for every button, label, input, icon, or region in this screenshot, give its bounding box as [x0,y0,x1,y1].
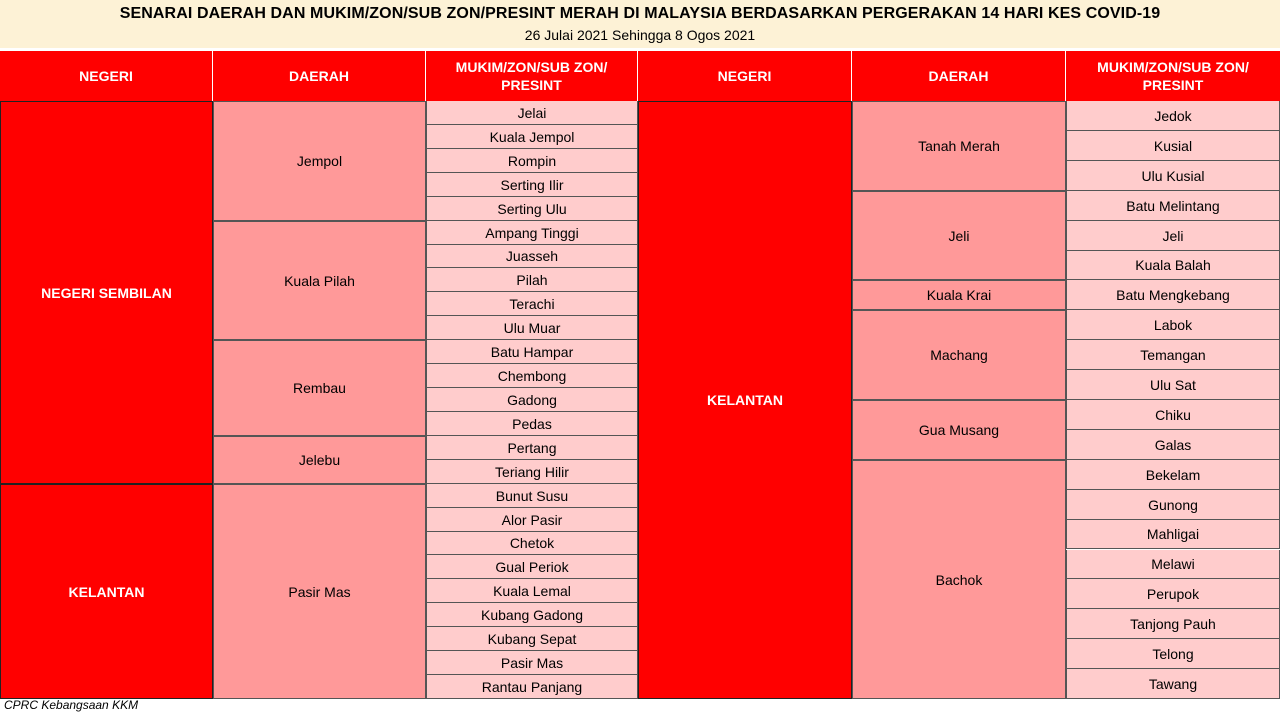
mukim-cell: Ulu Kusial [1066,161,1280,191]
title-bar [0,0,1280,48]
header-mukim-label-line2: PRESINT [501,77,562,93]
mukim-cell: Mahligai [1066,520,1280,549]
mukim-cell: Chembong [426,364,638,388]
mukim-cell: Tawang [1066,669,1280,699]
mukim-cell: Bunut Susu [426,484,638,508]
daerah-cell: Kuala Krai [852,280,1066,310]
negeri-cell: NEGERI SEMBILAN [0,101,213,484]
mukim-cell: Chetok [426,532,638,555]
mukim-cell: Jelai [426,101,638,125]
header-negeri-label: NEGERI [79,68,133,84]
mukim-cell: Pedas [426,412,638,436]
mukim-cell: Kubang Sepat [426,627,638,651]
daerah-cell: Rembau [213,340,426,436]
mukim-cell: Perupok [1066,579,1280,609]
mukim-cell: Jedok [1066,101,1280,131]
mukim-cell: Serting Ilir [426,173,638,197]
header-mukim-label-line1: MUKIM/ZON/SUB ZON/ [455,59,608,75]
header-mukim-right [1066,51,1280,101]
mukim-cell: Jeli [1066,221,1280,251]
mukim-cell: Kubang Gadong [426,603,638,627]
daerah-cell: Gua Musang [852,400,1066,460]
mukim-cell: Tanjong Pauh [1066,609,1280,639]
mukim-cell: Pertang [426,436,638,460]
mukim-cell: Rompin [426,149,638,173]
date-range: 26 Julai 2021 Sehingga 8 Ogos 2021 [524,27,756,43]
daerah-cell: Jelebu [213,436,426,484]
mukim-cell: Rantau Panjang [426,675,638,699]
mukim-cell: Pilah [426,268,638,292]
daerah-cell: Pasir Mas [213,484,426,699]
mukim-cell: Alor Pasir [426,508,638,532]
header-negeri-right [638,51,852,101]
daerah-cell: Kuala Pilah [213,221,426,340]
mukim-cell: Serting Ulu [426,197,638,221]
mukim-cell: Telong [1066,639,1280,669]
negeri-cell: KELANTAN [638,101,852,699]
mukim-cell: Galas [1066,430,1280,460]
header-daerah-label: DAERAH [289,68,349,84]
mukim-cell: Gual Periok [426,555,638,579]
mukim-cell: Temangan [1066,340,1280,370]
header-daerah-right [852,51,1066,101]
mukim-cell: Labok [1066,310,1280,340]
header-daerah-left [213,51,426,101]
header-negeri-label: NEGERI [717,68,772,84]
mukim-cell: Bekelam [1066,460,1280,490]
mukim-cell: Gunong [1066,490,1280,520]
mukim-cell: Juasseh [426,245,638,268]
mukim-cell: Melawi [1066,550,1280,579]
daerah-cell: Machang [852,310,1066,400]
header-mukim-left [426,51,638,101]
mukim-cell: Ampang Tinggi [426,221,638,245]
mukim-cell: Pasir Mas [426,651,638,675]
mukim-cell: Batu Mengkebang [1066,280,1280,310]
mukim-cell: Chiku [1066,400,1280,430]
mukim-cell: Kuala Jempol [426,125,638,149]
mukim-cell: Ulu Muar [426,316,638,340]
mukim-cell: Batu Melintang [1066,191,1280,221]
daerah-cell: Tanah Merah [852,101,1066,191]
page-title: SENARAI DAERAH DAN MUKIM/ZON/SUB ZON/PRESINT MERAH DI MALAYSIA BERDASARKAN PERGERAKAN 14 HARI KES COVID-19 [119,5,1161,22]
source-credit: CPRC Kebangsaan KKM [4,698,139,712]
mukim-cell: Teriang Hilir [426,460,638,484]
header-mukim-label-line1: MUKIM/ZON/SUB ZON/ [1097,59,1249,75]
header-daerah-label: DAERAH [928,68,989,84]
mukim-cell: Kuala Balah [1066,251,1280,280]
daerah-cell: Jempol [213,101,426,221]
mukim-cell: Gadong [426,388,638,412]
header-negeri-left [0,51,213,101]
mukim-cell: Terachi [426,292,638,316]
negeri-cell: KELANTAN [0,484,213,699]
daerah-cell: Bachok [852,460,1066,699]
daerah-cell: Jeli [852,191,1066,280]
mukim-cell: Batu Hampar [426,340,638,364]
mukim-cell: Ulu Sat [1066,370,1280,400]
mukim-cell: Kusial [1066,131,1280,161]
mukim-cell: Kuala Lemal [426,579,638,603]
header-mukim-label-line2: PRESINT [1142,77,1204,93]
